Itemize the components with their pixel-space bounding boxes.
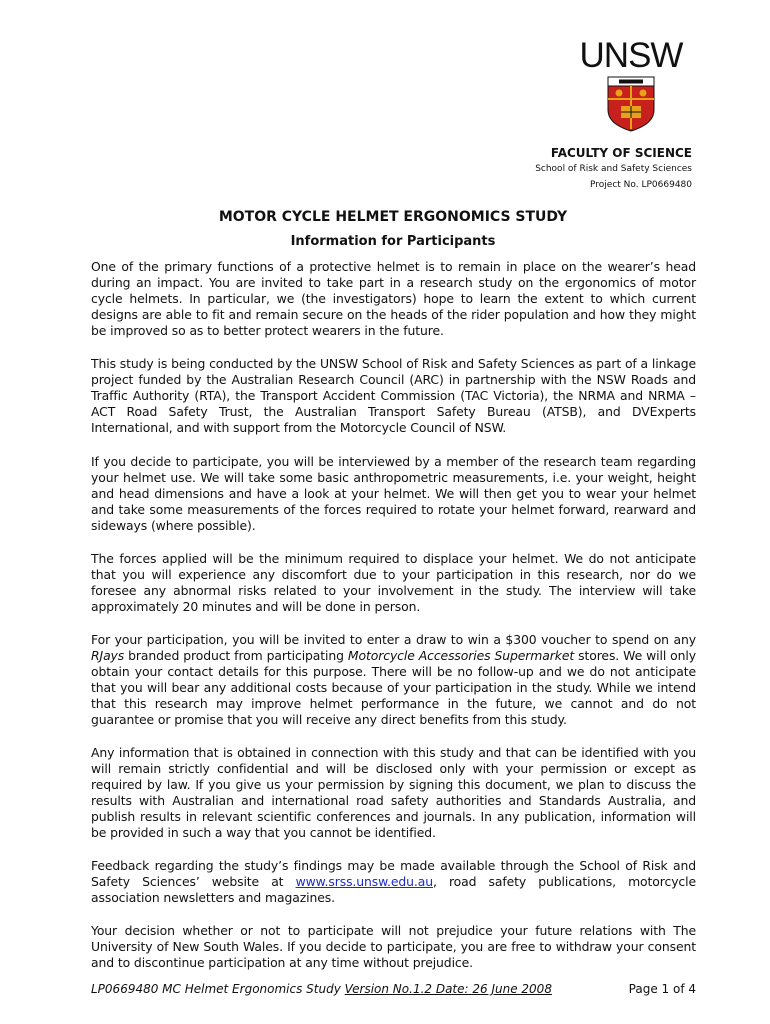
- logo-text: UNSW: [579, 36, 683, 75]
- paragraph-participation-text: stores. We will only obtain your contact details for this purpose. There will be no follow-up and we do not anticipate that you will bear any additional costs because of your participation in the study. While we intend that this research may improve helmet performance in the future, we cannot and do not guarantee or promise that you will receive any direct benefits from this study.: [91, 648, 696, 727]
- paragraph-feedback-text: , road safety publications, motorcycle association newsletters and magazines.: [91, 874, 697, 905]
- paragraph-participation: [91, 632, 696, 728]
- page-number: Page 1 of 4: [628, 982, 696, 996]
- paragraph-intro: One of the primary functions of a protective helmet is to remain in place on the wearer’s head during an impact. You are invited to take part in a research study on the ergonomics of motor cycle helmets. In particular, we (the investigators) hope to learn the extent to which current designs are able to fit and remain secure on the heads of the rider population and how they might be improved so as to better protect wearers in the future.: [91, 259, 696, 338]
- paragraph-feedback: [91, 858, 696, 906]
- footer-version: Version No.1.2 Date: 26 June 2008: [344, 982, 552, 996]
- unsw-logo: [566, 38, 696, 132]
- paragraph-funding: This study is being conducted by the UNSW School of Risk and Safety Sciences as part of a linkage project funded by the Australian Research Council (ARC) in partnership with the NSW Roads and Traffic Authority (RTA), the Transport Accident Commission (TAC Victoria), the NRMA and NRMA – ACT Road Safety Trust, the Australian Transport Safety Bureau (ATSB), and DVExperts International, and with support from the Motorcycle Council of NSW.: [91, 356, 696, 435]
- paragraph-participation-text: For your participation, you will be invited to enter a draw to win a $300 voucher to spend on any: [91, 632, 696, 647]
- document-body: [91, 259, 696, 988]
- footer-doc-info: [91, 982, 552, 996]
- paragraph-feedback-text: Feedback regarding the study’s findings may be made available through the School of Risk and Safety Sciences’ website at: [91, 858, 696, 889]
- faculty-name: FACULTY OF SCIENCE: [550, 146, 692, 160]
- website-link[interactable]: www.srss.unsw.edu.au: [295, 874, 433, 889]
- footer-doc-name: LP0669480 MC Helmet Ergonomics Study: [91, 982, 345, 996]
- brand-rjays: RJays: [91, 648, 125, 663]
- document-title: MOTOR CYCLE HELMET ERGONOMICS STUDY: [218, 209, 568, 225]
- project-number: Project No. LP0669480: [590, 180, 692, 190]
- crest-icon: [607, 76, 655, 132]
- paragraph-participation-text: branded product from participating: [124, 648, 348, 663]
- page-footer: [91, 982, 696, 996]
- document-subtitle: Information for Participants: [290, 234, 496, 249]
- school-name: School of Risk and Safety Sciences: [535, 164, 692, 174]
- paragraph-confidentiality: Any information that is obtained in connection with this study and that can be identified with you will remain strictly confidential and will be disclosed only with your permission or except as required by law. If you give us your permission by signing this document, we plan to discuss the results with Australian and international road safety authorities and Standards Australia, and publish results in relevant scientific conferences and journals. In any publication, information will be provided in such a way that you cannot be identified.: [91, 745, 696, 840]
- faculty-block: [535, 145, 692, 192]
- paragraph-risks: The forces applied will be the minimum required to displace your helmet. We do not anticipate that you will experience any discomfort due to your participation in this research, nor do we foresee any abnormal risks related to your involvement in the study. The interview will take approximately 20 minutes and will be done in person.: [91, 551, 696, 614]
- paragraph-withdrawal: Your decision whether or not to participate will not prejudice your future relations with The University of New South Wales. If you decide to participate, you are free to withdraw your consent and to discontinue participation at any time without prejudice.: [91, 923, 696, 970]
- paragraph-procedure: If you decide to participate, you will be interviewed by a member of the research team regarding your helmet use. We will take some basic anthropometric measurements, i.e. your weight, height and head dimensions and have a look at your helmet. We will then get you to wear your helmet and take some measurements of the forces required to rotate your helmet forward, rearward and sideways (where possible).: [91, 454, 696, 533]
- store-name: Motorcycle Accessories Supermarket: [347, 648, 575, 663]
